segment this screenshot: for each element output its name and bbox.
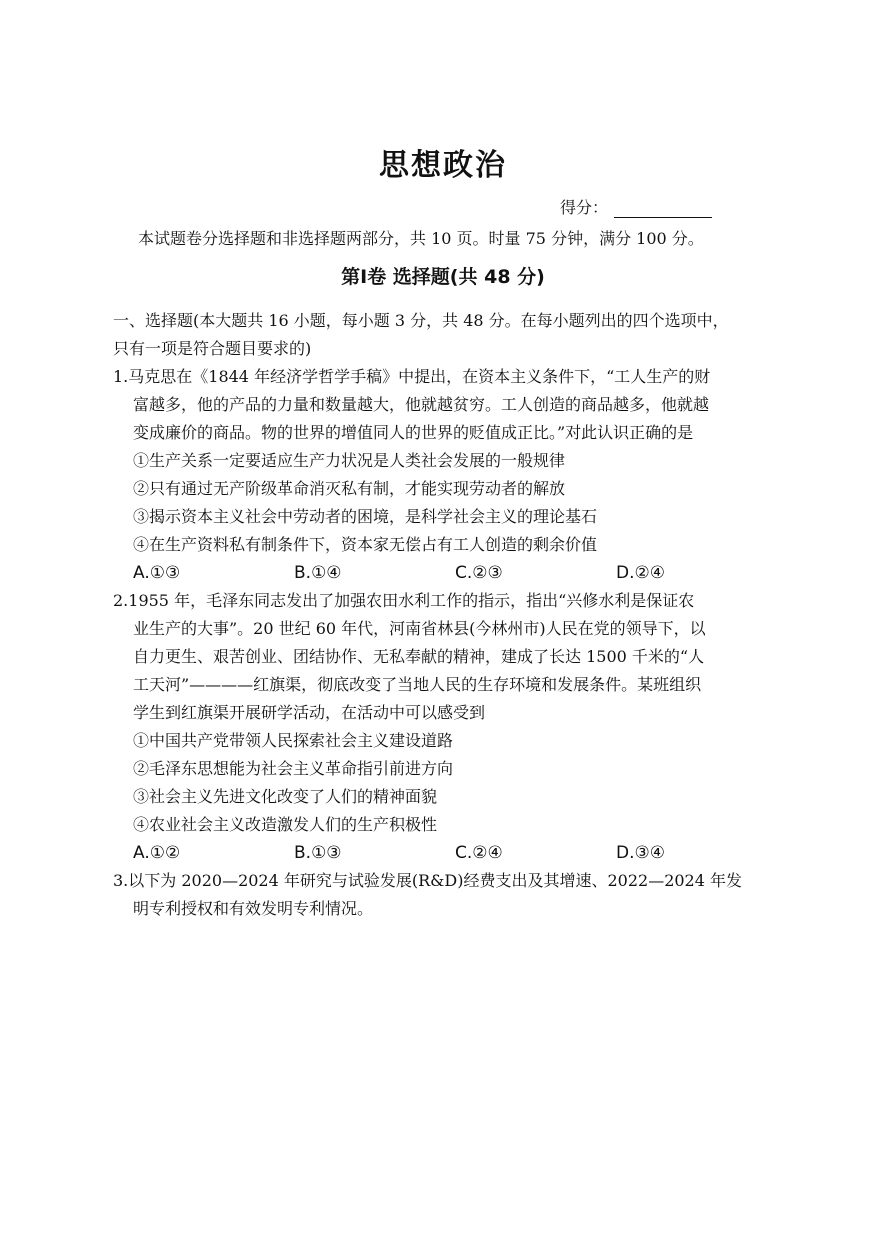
score-label: 得分： — [560, 198, 609, 217]
statement-item: ④在生产资料私有制条件下，资本家无偿占有工人创造的剩余价值 — [133, 535, 598, 554]
option-d: D.③④ — [616, 843, 665, 863]
question-stem-line: 2.1955 年，毛泽东同志发出了加强农田水利工作的指示，指出“兴修水利是保证农 — [113, 591, 695, 610]
exam-intro: 本试题卷分选择题和非选择题两部分，共 10 页。时量 75 分钟，满分 100 分。 — [138, 229, 704, 248]
statement-item: ③社会主义先进文化改变了人们的精神面貌 — [133, 787, 438, 806]
statement-item: ④农业社会主义改造激发人们的生产积极性 — [133, 815, 438, 834]
statement-item: ③揭示资本主义社会中劳动者的困境，是科学社会主义的理论基石 — [133, 507, 598, 526]
question-stem-line: 变成廉价的商品。物的世界的增值同人的世界的贬值成正比。”对此认识正确的是 — [133, 423, 694, 442]
question-2 — [113, 587, 777, 867]
option-a: A.①② — [133, 843, 181, 863]
question-stem-line: 3.以下为 2020—2024 年研究与试验发展(R&D)经费支出及其增速、2022—2024 年发 — [113, 871, 743, 890]
option-a: A.①③ — [133, 563, 181, 583]
section-title: 第Ⅰ卷 选择题(共 48 分) — [341, 266, 545, 288]
question-stem-line: 自力更生、艰苦创业、团结协作、无私奉献的精神，建成了长达 1500 千米的“人 — [133, 647, 705, 666]
question-stem-line: 业生产的大事”。20 世纪 60 年代，河南省林县(今林州市)人民在党的领导下，以 — [133, 619, 706, 638]
question-stem-line: 富越多，他的产品的力量和数量越大，他就越贫穷。工人创造的商品越多，他就越 — [133, 395, 710, 414]
instruction-line: 只有一项是符合题目要求的) — [113, 339, 312, 358]
option-b: B.①③ — [294, 843, 342, 863]
option-c: C.②③ — [455, 563, 503, 583]
question-stem-line: 工天河”————红旗渠，彻底改变了当地人民的生存环境和发展条件。某班组织 — [133, 675, 702, 694]
instruction-line: 一、选择题(本大题共 16 小题，每小题 3 分，共 48 分。在每小题列出的四个选项中， — [113, 311, 729, 330]
answer-options — [113, 559, 777, 587]
question-stem-line: 学生到红旗渠开展研学活动，在活动中可以感受到 — [133, 703, 486, 722]
option-b: B.①④ — [294, 563, 342, 583]
score-field — [560, 196, 772, 218]
statement-item: ②只有通过无产阶级革命消灭私有制，才能实现劳动者的解放 — [133, 479, 566, 498]
question-stem-line: 1.马克思在《1844 年经济学哲学手稿》中提出，在资本主义条件下，“工人生产的财 — [113, 367, 711, 386]
question-1 — [113, 363, 777, 587]
question-stem-line: 明专利授权和有效发明专利情况。 — [133, 899, 374, 918]
option-c: C.②④ — [455, 843, 503, 863]
answer-options — [113, 839, 777, 867]
page-title: 思想政治 — [379, 148, 507, 183]
statement-item: ①中国共产党带领人民探索社会主义建设道路 — [133, 731, 454, 750]
questions-body — [113, 307, 777, 923]
option-d: D.②④ — [616, 563, 665, 583]
question-3 — [113, 867, 777, 923]
statement-item: ②毛泽东思想能为社会主义革命指引前进方向 — [133, 759, 454, 778]
score-blank-line — [614, 201, 712, 218]
statement-item: ①生产关系一定要适应生产力状况是人类社会发展的一般规律 — [133, 451, 566, 470]
